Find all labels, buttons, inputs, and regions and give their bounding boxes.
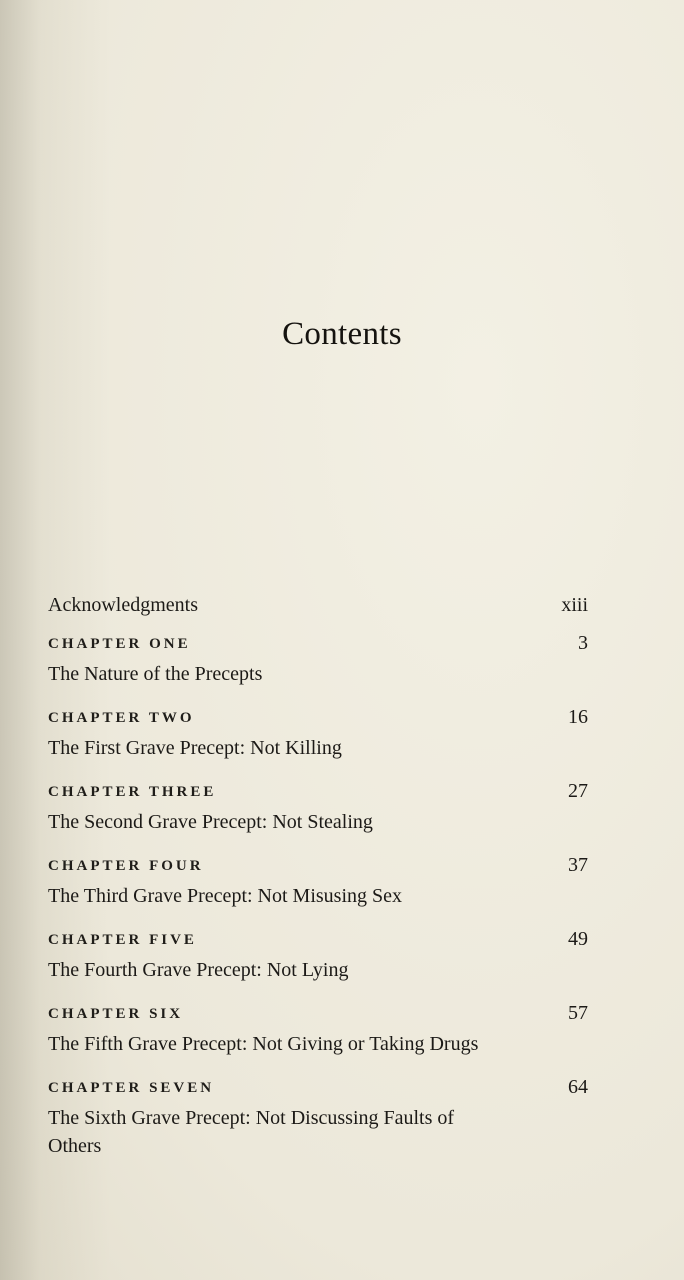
- toc-entry-chapter-one[interactable]: [48, 634, 588, 688]
- chapter-label: CHAPTER FOUR: [48, 858, 204, 874]
- page-title: Contents: [282, 316, 402, 352]
- chapter-title: The Fourth Grave Precept: Not Lying: [48, 959, 349, 981]
- toc-entry-chapter-two[interactable]: [48, 708, 588, 762]
- chapter-label: CHAPTER SEVEN: [48, 1080, 215, 1096]
- toc-entry-chapter-seven[interactable]: [48, 1078, 588, 1160]
- table-of-contents: [48, 594, 588, 1160]
- page-number: 37: [568, 854, 588, 876]
- chapter-title: The Nature of the Precepts: [48, 663, 263, 685]
- toc-entry-chapter-three[interactable]: [48, 782, 588, 836]
- chapter-title: The First Grave Precept: Not Killing: [48, 737, 342, 759]
- page-number: 49: [568, 928, 588, 950]
- toc-entry-chapter-six[interactable]: [48, 1004, 588, 1058]
- page-number: xiii: [561, 594, 588, 616]
- chapter-label: CHAPTER FIVE: [48, 932, 197, 948]
- chapter-label: CHAPTER TWO: [48, 710, 195, 726]
- chapter-title: The Second Grave Precept: Not Stealing: [48, 811, 373, 833]
- toc-entry-chapter-five[interactable]: [48, 930, 588, 984]
- chapter-title: The Fifth Grave Precept: Not Giving or Taking Drugs: [48, 1033, 479, 1055]
- page-number: 3: [578, 632, 588, 654]
- chapter-label: CHAPTER THREE: [48, 784, 217, 800]
- page-number: 57: [568, 1002, 588, 1024]
- chapter-title: The Sixth Grave Precept: Not Discussing Faults of Others: [48, 1107, 455, 1157]
- chapter-label: CHAPTER SIX: [48, 1006, 184, 1022]
- entry-title: Acknowledgments: [48, 594, 198, 616]
- chapter-title: The Third Grave Precept: Not Misusing Sex: [48, 885, 403, 907]
- toc-entry-chapter-four[interactable]: [48, 856, 588, 910]
- page-number: 27: [568, 780, 588, 802]
- chapter-label: CHAPTER ONE: [48, 636, 191, 652]
- page-number: 16: [568, 706, 588, 728]
- page-number: 64: [568, 1076, 588, 1098]
- toc-entry-acknowledgments[interactable]: [48, 594, 588, 634]
